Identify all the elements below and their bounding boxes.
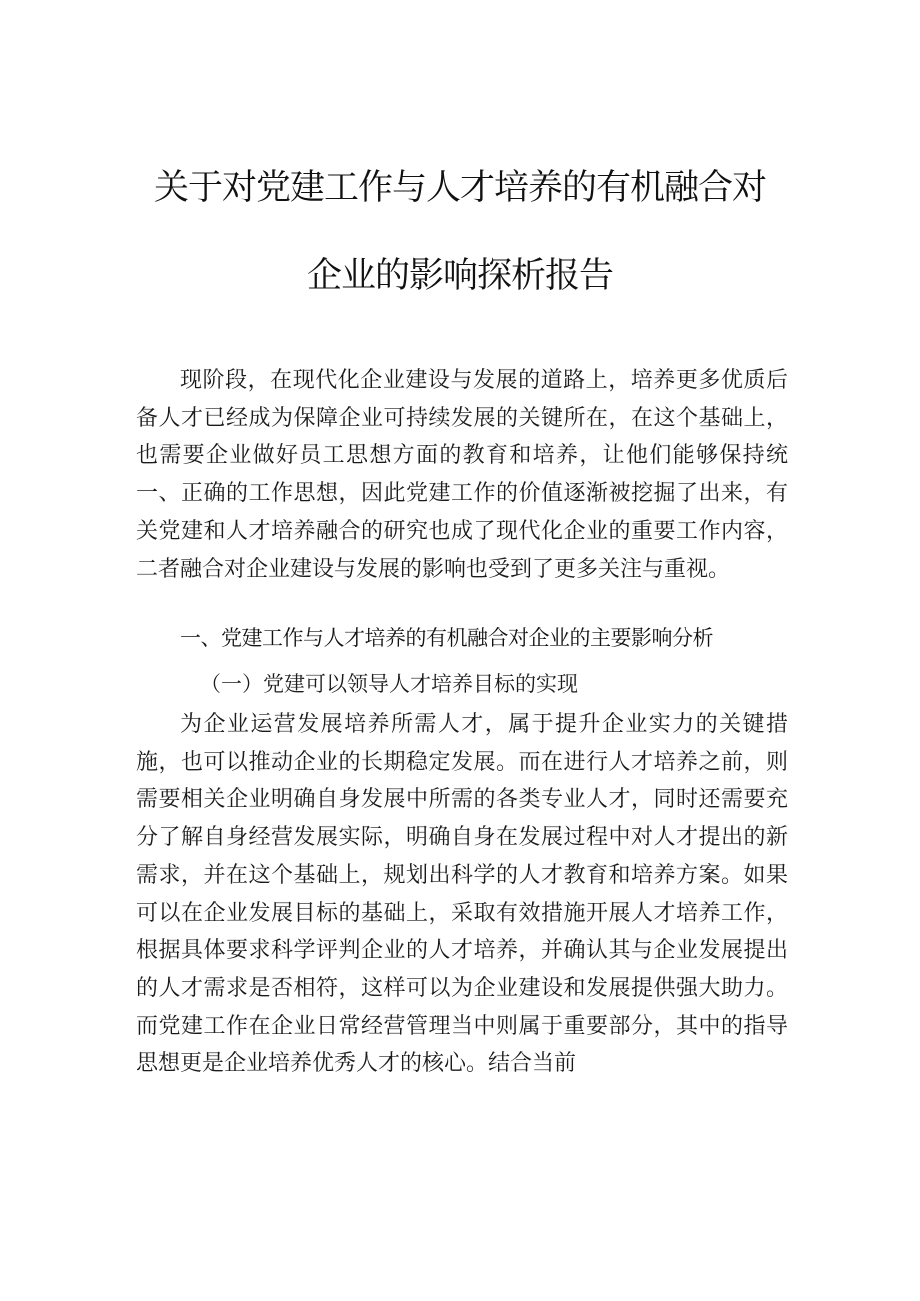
section-heading-1: 一、党建工作与人才培养的有机融合对企业的主要影响分析 [180,626,713,650]
body-paragraph: 为企业运营发展培养所需人才，属于提升企业实力的关键措施，也可以推动企业的长期稳定发展。而在进行人才培养之前，则需要相关企业明确自身发展中所需的各类专业人才，同时还需要充分了解自身经营发展实际，明确自身在发展过程中对人才提出的新需求，并在这个基础上，规划出科学的人才教育和培养方案。如果可以在企业发展目标的基础上，采取有效措施开展人才培养工作，根据具体要求科学评判企业的人才培养，并确认其与企业发展提出的人才需求是否相符，这样可以为企业建设和发展提供强大助力。而党建工作在企业日常经营管理当中则属于重要部分，其中的指导思想更是企业培养优秀人才的核心。结合当前 [136,712,788,1077]
subsection-heading-1: （一）党建可以领导人才培养目标的实现 [200,672,578,696]
document-title-line-2: 企业的影响探析报告 [306,256,613,296]
intro-paragraph: 现阶段，在现代化企业建设与发展的道路上，培养更多优质后备人才已经成为保障企业可持续发展的关键所在，在这个基础上，也需要企业做好员工思想方面的教育和培养，让他们能够保持统一、正确的工作思想，因此党建工作的价值逐渐被挖掘了出来，有关党建和人才培养融合的研究也成了现代化企业的重要工作内容，二者融合对企业建设与发展的影响也受到了更多关注与重视。 [136,368,788,582]
document-title-line-1: 关于对党建工作与人才培养的有机融合对 [153,168,766,208]
body-paragraph-block [136,706,788,1083]
intro-paragraph-block [136,362,788,588]
